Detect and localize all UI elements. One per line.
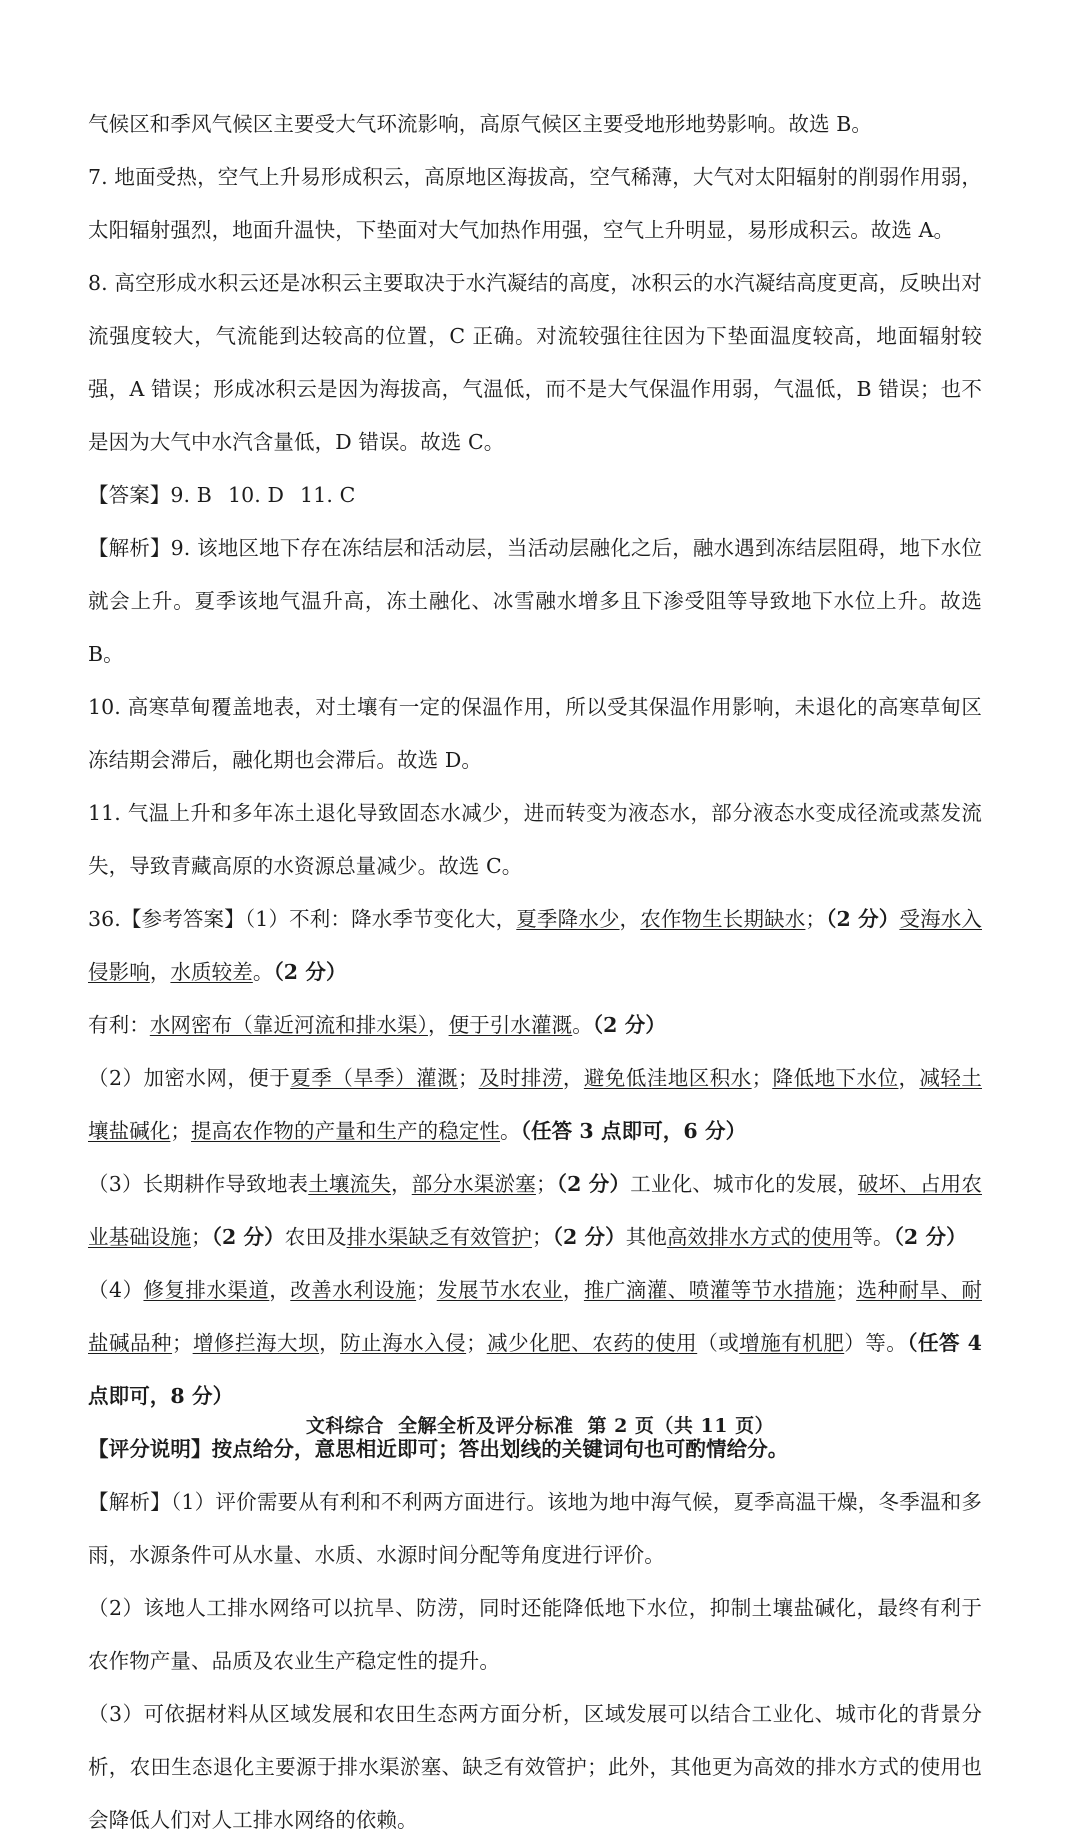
footer-page-label: 第 2 页（共 11 页） (587, 1415, 775, 1437)
q36-p1a-mid-1: ， (619, 907, 641, 931)
q36-p3-mid-5: 农田及 (284, 1225, 347, 1249)
q36-p2-mid-2: ， (562, 1066, 584, 1090)
answer-9-number: 9. (170, 483, 191, 507)
q36-explanation-label: 【解析】 (88, 1490, 171, 1514)
q36-p1b-keyword-2: 便于引水灌溉 (448, 1013, 573, 1037)
q36-p4-mid-1: ， (269, 1278, 291, 1302)
paragraph-q36-explanation-2: （2）该地人工排水网络可以抗旱、防涝，同时还能降低地下水位，抑制土壤盐碱化，最终有利于农作物产量、品质及农业生产稳定性的提升。 (88, 1596, 982, 1673)
paragraph-q36-part3 (88, 1158, 982, 1264)
q36-p1a-prefix: （1）不利：降水季节变化大， (244, 907, 517, 931)
scoring-note-label: 【评分说明】 (88, 1437, 212, 1461)
paragraph-q36-part1-disadvantage (88, 893, 982, 999)
q36-p4-keyword-6: 增修拦海大坝 (192, 1331, 320, 1355)
q36-p3-mid-3: 工业化、城市化的发展， (630, 1172, 858, 1196)
answer-11-number: 11. (300, 483, 333, 507)
q36-p1a-keyword-2: 农作物生长期缺水 (640, 907, 806, 931)
question-9-analysis-text: 9. 该地区地下存在冻结层和活动层，当活动层融化之后，融水遇到冻结层阻碍，地下水位就会上升。夏季该地气温升高，冻土融化、冰雪融水增多且下渗受阻等导致地下水位上升。故选 B。 (88, 536, 982, 666)
q36-p4-keyword-7: 防止海水入侵 (340, 1331, 467, 1355)
q36-p3-mid-1: ， (391, 1172, 412, 1196)
q36-p4-mid-7: ； (466, 1331, 487, 1355)
paragraph-q36-part2 (88, 1052, 982, 1158)
q36-p1b-prefix: 有利： (88, 1013, 150, 1037)
q36-p4-prefix: （4） (88, 1278, 144, 1302)
paragraph-q36-explanation-1 (88, 1476, 982, 1582)
paragraph-question-7-analysis: 7. 地面受热，空气上升易形成积云，高原地区海拔高，空气稀薄，大气对太阳辐射的削弱作用弱，太阳辐射强烈，地面升温快，下垫面对大气加热作用强，空气上升明显，易形成积云。故选 A。 (88, 165, 982, 242)
q36-p1a-score-1: （2 分） (826, 907, 900, 931)
paragraph-q36-explanation-3: （3）可依据材料从区域发展和农田生态两方面分析，区域发展可以结合工业化、城市化的背景分析，农田生态退化主要源于排水渠淤塞、缺乏有效管护；此外，其他更为高效的排水方式的使用也会降低人们对人工排水网络的依赖。 (88, 1702, 982, 1832)
q36-p3-mid-6: ； (531, 1225, 553, 1249)
q36-p2-keyword-6: 提高农作物的产量和生产的稳定性 (191, 1119, 501, 1143)
q36-p2-keyword-3: 避免低洼地区积水 (583, 1066, 752, 1090)
q36-p3-mid-8: 等。 (852, 1225, 894, 1249)
analysis-label: 【解析】 (88, 536, 171, 560)
q36-p3-score-2: （2 分） (211, 1225, 285, 1249)
q36-p3-keyword-1: 土壤流失 (308, 1172, 392, 1196)
q36-reference-answer-label: 【参考答案】 (120, 907, 245, 931)
answer-9-choice: B (196, 483, 212, 507)
q36-p4-mid-2: ； (416, 1278, 437, 1302)
q36-p1a-mid-2: ； (805, 907, 827, 931)
q36-p2-tail: 。 (500, 1119, 521, 1143)
q36-p2-mid-4: ， (898, 1066, 920, 1090)
footer-subject: 文科综合 (305, 1415, 384, 1437)
q36-p4-keyword-5: 选种耐旱、耐盐碱品种 (88, 1278, 982, 1355)
paragraph-question-11-analysis: 11. 气温上升和多年冻土退化导致固态水减少，进而转变为液态水，部分液态水变成径流或蒸发流失，导致青藏高原的水资源总量减少。故选 C。 (88, 801, 982, 878)
q36-p4-keyword-9: 增施有机肥 (739, 1331, 845, 1355)
q36-p3-keyword-2: 部分水渠淤塞 (411, 1172, 536, 1196)
q36-p4-mid-5: ； (172, 1331, 193, 1355)
q36-p2-mid-1: ； (458, 1066, 479, 1090)
q36-p4-keyword-4: 推广滴灌、喷灌等节水措施 (583, 1278, 836, 1302)
q36-p1a-score-2: （2 分） (273, 960, 347, 984)
q36-p1b-keyword-1: 水网密布（靠近河流和排水渠） (149, 1013, 428, 1037)
q36-p2-mid-3: ； (751, 1066, 773, 1090)
answer-key-line (88, 469, 982, 522)
q36-p3-mid-4: ； (191, 1225, 212, 1249)
q36-p3-keyword-4: 排水渠缺乏有效管护 (346, 1225, 532, 1249)
q36-number: 36. (88, 907, 121, 931)
q36-p4-mid-9: ）等。 (844, 1331, 908, 1355)
q36-p4-mid-4: ； (835, 1278, 857, 1302)
q36-p2-prefix: （2）加密水网，便于 (88, 1066, 291, 1090)
q36-p2-keyword-5: 减轻土壤盐碱化 (88, 1066, 982, 1143)
q36-p3-score-4: （2 分） (893, 1225, 967, 1249)
q36-p4-keyword-2: 改善水利设施 (290, 1278, 417, 1302)
paragraph-question-8-analysis: 8. 高空形成水积云还是冰积云主要取决于水汽凝结的高度，冰积云的水汽凝结高度更高，反映出对流强度较大，气流能到达较高的位置，C 正确。对流较强往往因为下垫面温度较高，地面辐射较强，A 错误；形成冰积云是因为海拔高，气温低，而不是大气保温作用弱，气温低，B 错误；也不是因为大气中水汽含量低，D 错误。故选 C。 (88, 271, 982, 454)
q36-p3-mid-2: ； (535, 1172, 557, 1196)
paragraph-question-9-analysis (88, 522, 982, 681)
q36-p3-prefix: （3）长期耕作导致地表 (88, 1172, 309, 1196)
q36-p2-score: （任答 3 点即可，6 分） (520, 1119, 747, 1143)
q36-p4-keyword-8: 减少化肥、农药的使用 (486, 1331, 698, 1355)
answer-11-choice: C (339, 483, 356, 507)
q36-p1a-keyword-1: 夏季降水少 (516, 907, 620, 931)
q36-p4-score: （任答 4 点即可，8 分） (88, 1331, 983, 1408)
q36-p2-mid-5: ； (170, 1119, 192, 1143)
paragraph-q36-part4 (88, 1264, 982, 1423)
q36-p4-mid-8: （或 (697, 1331, 740, 1355)
q36-p2-keyword-2: 及时排涝 (478, 1066, 563, 1090)
q36-p1b-score: （2 分） (592, 1013, 666, 1037)
q36-p2-keyword-4: 降低地下水位 (772, 1066, 899, 1090)
paragraph-q36-part1-advantage (88, 999, 982, 1052)
q36-p1b-tail: 。 (572, 1013, 593, 1037)
q36-p2-keyword-1: 夏季（旱季）灌溉 (290, 1066, 459, 1090)
document-body (88, 98, 982, 1847)
paragraph-continuation: 气候区和季风气候区主要受大气环流影响，高原气候区主要受地形地势影响。故选 B。 (88, 112, 872, 136)
q36-p1a-tail: 。 (252, 960, 274, 984)
footer-doc-type: 全解全析及评分标准 (397, 1415, 574, 1437)
q36-p3-score-1: （2 分） (556, 1172, 631, 1196)
q36-p1b-mid-1: ， (427, 1013, 449, 1037)
q36-p1a-mid-3: ， (149, 960, 171, 984)
q36-explanation-1-text: （1）评价需要从有利和不利两方面进行。该地为地中海气候，夏季高温干燥，冬季温和多雨，水源条件可从水量、水质、水源时间分配等角度进行评价。 (88, 1490, 983, 1567)
answer-10-choice: D (267, 483, 285, 507)
q36-p4-keyword-1: 修复排水渠道 (143, 1278, 270, 1302)
q36-p4-mid-6: ， (319, 1331, 341, 1355)
q36-p1a-keyword-4: 水质较差 (170, 960, 253, 984)
q36-p3-mid-7: 其他 (625, 1225, 667, 1249)
q36-p4-keyword-3: 发展节水农业 (436, 1278, 563, 1302)
q36-p3-keyword-5: 高效排水方式的使用 (666, 1225, 853, 1249)
answer-10-number: 10. (227, 483, 261, 507)
page-footer (0, 1411, 1080, 1438)
q36-p1a-keyword-3: 受海水入侵影响 (88, 907, 982, 984)
answer-key-label: 【答案】 (88, 483, 171, 507)
q36-p3-score-3: （2 分） (552, 1225, 626, 1249)
scoring-note-text: 按点给分，意思相近即可；答出划线的关键词句也可酌情给分。 (211, 1437, 789, 1461)
q36-p3-keyword-3: 破坏、占用农业基础设施 (88, 1172, 982, 1249)
paragraph-question-10-analysis: 10. 高寒草甸覆盖地表，对土壤有一定的保温作用，所以受其保温作用影响，未退化的高寒草甸区冻结期会滞后，融化期也会滞后。故选 D。 (88, 695, 982, 772)
q36-p4-mid-3: ， (562, 1278, 584, 1302)
